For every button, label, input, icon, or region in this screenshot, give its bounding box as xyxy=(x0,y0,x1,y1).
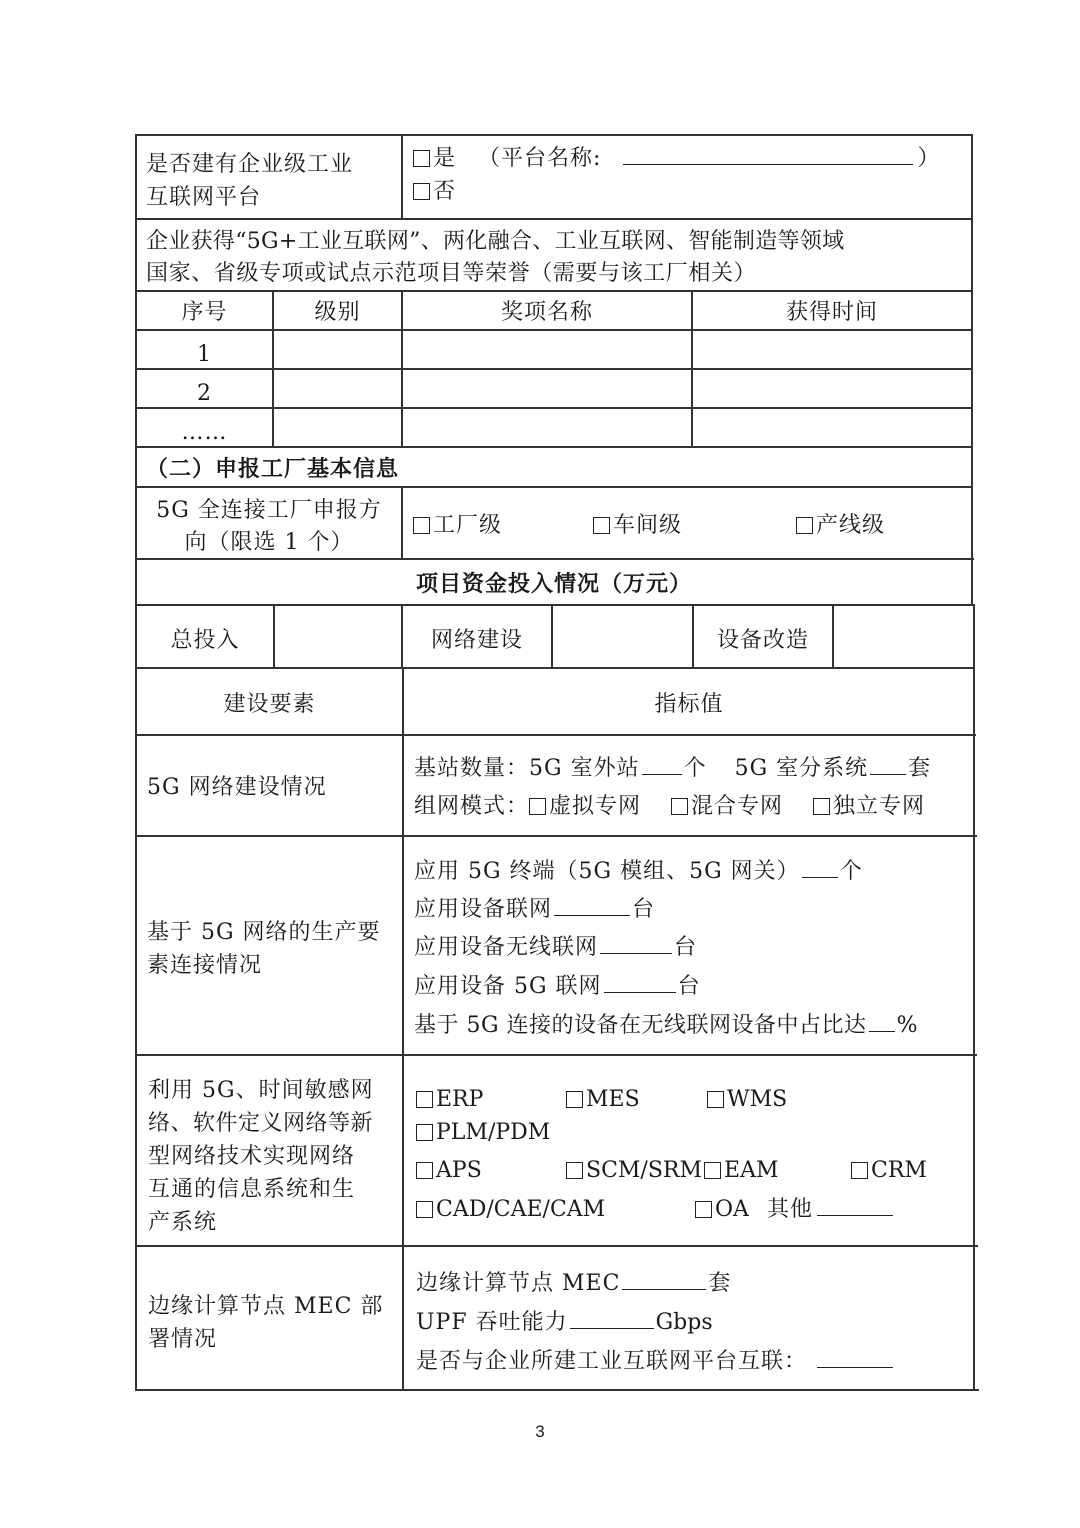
systems-label-line4: 互通的信息系统和生 xyxy=(148,1177,356,1202)
system-crm xyxy=(851,1154,927,1187)
table-border-top xyxy=(136,134,973,136)
upf-throughput-unit: Gbps xyxy=(655,1310,713,1335)
elements-col1-header: 建设要素 xyxy=(223,692,316,717)
platform-name-label: （平台名称: xyxy=(478,146,602,171)
platform-interconnect-blank[interactable] xyxy=(817,1345,893,1368)
indoor-system-label: 5G 室分系统 xyxy=(734,756,869,781)
system-aps xyxy=(416,1154,482,1187)
outdoor-station-label: 基站数量：5G 室外站 xyxy=(414,756,640,781)
terminal-label: 应用 5G 终端（5G 模组、5G 网关） xyxy=(414,859,800,884)
oa-label: OA xyxy=(715,1197,749,1222)
network-mode-label: 组网模式： xyxy=(414,794,530,819)
hybrid-private-checkbox[interactable] xyxy=(671,798,688,815)
line-level-label: 产线级 xyxy=(816,513,886,538)
option-factory-level xyxy=(413,509,502,542)
header-level: 级别 xyxy=(314,300,361,325)
table-rule xyxy=(136,329,973,331)
system-wms xyxy=(707,1083,787,1116)
mec-node-blank[interactable] xyxy=(622,1267,706,1290)
scm-label: SCM/SRM xyxy=(586,1158,703,1183)
system-scm xyxy=(566,1154,779,1187)
terminal-blank[interactable] xyxy=(802,855,838,878)
table-border-right xyxy=(971,134,973,606)
system-cad xyxy=(416,1193,605,1226)
funding-network-label: 网络建设 xyxy=(430,628,523,653)
mec-label-line2: 署情况 xyxy=(148,1327,218,1352)
table-border-bottom xyxy=(137,1389,979,1391)
mec-label-line1: 边缘计算节点 MEC 部 xyxy=(148,1294,384,1319)
base-station-line xyxy=(414,752,931,785)
erp-checkbox[interactable] xyxy=(416,1091,433,1108)
5g-equipment-label: 应用设备 5G 联网 xyxy=(414,974,602,999)
funding-equipment-label: 设备改造 xyxy=(716,628,809,653)
production-line3 xyxy=(414,931,697,964)
line-level-checkbox[interactable] xyxy=(796,517,813,534)
funding-total-label: 总投入 xyxy=(170,628,240,653)
platform-no-line xyxy=(413,175,456,208)
terminal-unit: 个 xyxy=(839,859,863,884)
production-line4 xyxy=(414,970,701,1003)
table-border-right xyxy=(973,604,975,1391)
platform-name-blank[interactable] xyxy=(623,142,913,165)
table-rule xyxy=(136,486,973,488)
networked-equipment-unit: 台 xyxy=(632,897,656,922)
cad-checkbox[interactable] xyxy=(416,1201,433,1218)
honors-row-serial: 2 xyxy=(197,381,212,406)
mes-checkbox[interactable] xyxy=(566,1091,583,1108)
mec-line2 xyxy=(416,1306,713,1339)
page-number: 3 xyxy=(535,1422,545,1441)
upf-throughput-blank[interactable] xyxy=(570,1306,654,1329)
wireless-equipment-unit: 台 xyxy=(674,935,698,960)
honors-desc-line2: 国家、省级专项或试点示范项目等荣誉（需要与该工厂相关） xyxy=(146,261,757,286)
wireless-equipment-label: 应用设备无线联网 xyxy=(414,935,599,960)
system-mes xyxy=(566,1083,640,1116)
systems-label-line3: 型网络技术实现网络 xyxy=(148,1144,356,1169)
table-col-divider xyxy=(401,486,403,560)
oa-checkbox[interactable] xyxy=(695,1201,712,1218)
production-line1 xyxy=(414,855,863,888)
system-plm xyxy=(416,1116,550,1149)
upf-throughput-label: UPF 吞吐能力 xyxy=(416,1310,568,1335)
table-rule xyxy=(136,667,975,669)
virtual-private-label: 虚拟专网 xyxy=(549,794,642,819)
wms-label: WMS xyxy=(727,1087,788,1112)
header-award-name: 奖项名称 xyxy=(500,300,593,325)
workshop-level-label: 车间级 xyxy=(613,513,683,538)
indoor-system-blank[interactable] xyxy=(870,752,906,775)
table-col-divider xyxy=(832,604,834,669)
platform-name-close: ） xyxy=(917,146,941,171)
hybrid-private-label: 混合专网 xyxy=(691,794,784,819)
table-rule xyxy=(137,835,977,837)
table-rule xyxy=(136,218,973,220)
table-rule xyxy=(137,1054,977,1056)
other-label: 其他 xyxy=(766,1197,813,1222)
5g-ratio-unit: % xyxy=(896,1013,918,1038)
plm-label: PLM/PDM xyxy=(436,1120,551,1145)
networked-equipment-blank[interactable] xyxy=(554,893,630,916)
outdoor-station-blank[interactable] xyxy=(642,752,682,775)
outdoor-station-unit: 个 xyxy=(683,756,707,781)
platform-interconnect-label: 是否与企业所建工业互联网平台互联： xyxy=(416,1349,808,1374)
independent-private-label: 独立专网 xyxy=(833,794,926,819)
mec-node-label: 边缘计算节点 MEC xyxy=(416,1271,621,1296)
system-erp xyxy=(416,1083,483,1116)
systems-label-line1: 利用 5G、时间敏感网 xyxy=(148,1078,374,1103)
systems-label-line2: 络、软件定义网络等新 xyxy=(148,1111,374,1136)
direction-label-line1: 5G 全连接工厂申报方 xyxy=(156,498,382,523)
direction-label-line2: 向（限选 1 个） xyxy=(184,530,354,555)
5g-ratio-blank[interactable] xyxy=(869,1009,895,1032)
networked-equipment-label: 应用设备联网 xyxy=(414,897,553,922)
table-col-divider xyxy=(401,134,403,220)
table-rule xyxy=(136,604,974,606)
section2-title: （二）申报工厂基本信息 xyxy=(146,456,400,482)
factory-level-label: 工厂级 xyxy=(433,513,503,538)
option-workshop-level xyxy=(593,509,682,542)
mec-node-unit: 套 xyxy=(708,1271,732,1296)
wireless-equipment-blank[interactable] xyxy=(600,931,672,954)
yes-checkbox[interactable] xyxy=(413,150,430,167)
table-col-divider xyxy=(402,667,404,1391)
5g-ratio-label: 基于 5G 连接的设备在无线联网设备中占比达 xyxy=(414,1013,867,1038)
plm-checkbox[interactable] xyxy=(416,1124,433,1141)
scm-checkbox[interactable] xyxy=(566,1162,583,1179)
production-line2 xyxy=(414,893,655,926)
aps-checkbox[interactable] xyxy=(416,1162,433,1179)
production-line5 xyxy=(414,1009,918,1042)
network5g-label: 5G 网络建设情况 xyxy=(147,775,327,800)
header-serial: 序号 xyxy=(181,300,228,325)
mes-label: MES xyxy=(586,1087,640,1112)
network-mode-line xyxy=(414,790,925,823)
no-label: 否 xyxy=(433,179,457,204)
cad-label: CAD/CAE/CAM xyxy=(436,1197,606,1222)
no-checkbox[interactable] xyxy=(413,183,430,200)
honors-row-serial: 1 xyxy=(197,342,212,367)
mec-line1 xyxy=(416,1267,731,1300)
table-col-divider xyxy=(551,604,553,669)
option-line-level xyxy=(796,509,885,542)
virtual-private-checkbox[interactable] xyxy=(529,798,546,815)
table-rule xyxy=(137,1245,978,1247)
honors-row-serial: …… xyxy=(181,420,228,445)
workshop-level-checkbox[interactable] xyxy=(593,517,610,534)
platform-label-line2: 互联网平台 xyxy=(146,185,262,210)
systems-label-line5: 产系统 xyxy=(148,1210,218,1235)
eam-checkbox[interactable] xyxy=(704,1162,721,1179)
elements-col2-header: 指标值 xyxy=(654,692,724,717)
production-label-line2: 素连接情况 xyxy=(147,953,263,978)
table-rule xyxy=(136,290,973,292)
indoor-system-unit: 套 xyxy=(908,756,932,781)
factory-level-checkbox[interactable] xyxy=(413,517,430,534)
independent-private-checkbox[interactable] xyxy=(813,798,830,815)
5g-equipment-unit: 台 xyxy=(677,974,701,999)
production-label-line1: 基于 5G 网络的生产要 xyxy=(147,920,381,945)
erp-label: ERP xyxy=(436,1087,484,1112)
other-blank[interactable] xyxy=(817,1193,893,1216)
table-col-divider xyxy=(273,604,275,669)
table-rule xyxy=(137,734,976,736)
system-oa xyxy=(695,1193,893,1226)
platform-yes-line xyxy=(413,142,940,175)
platform-label-line1: 是否建有企业级工业 xyxy=(146,152,354,177)
eam-label: EAM xyxy=(724,1158,779,1183)
5g-equipment-blank[interactable] xyxy=(604,970,676,993)
funding-title: 项目资金投入情况（万元） xyxy=(415,571,692,597)
yes-label: 是 xyxy=(433,146,457,171)
honors-desc-line1: 企业获得“5G+工业互联网”、两化融合、工业互联网、智能制造等领域 xyxy=(146,229,845,254)
header-award-time: 获得时间 xyxy=(785,300,878,325)
mec-line3 xyxy=(416,1345,893,1378)
crm-label: CRM xyxy=(871,1158,927,1183)
aps-label: APS xyxy=(436,1158,482,1183)
crm-checkbox[interactable] xyxy=(851,1162,868,1179)
wms-checkbox[interactable] xyxy=(707,1091,724,1108)
